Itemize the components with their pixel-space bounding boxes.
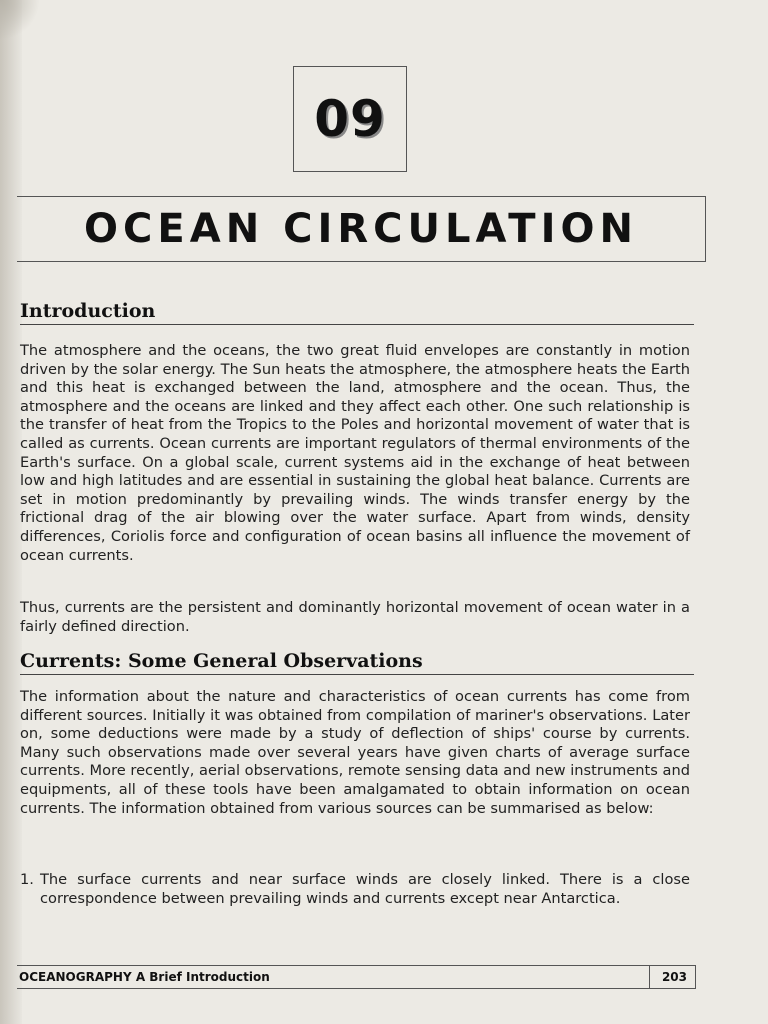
list-item <box>20 871 690 908</box>
chapter-title: OCEAN CIRCULATION <box>84 206 638 252</box>
list-item-number: 1. <box>20 871 34 888</box>
introduction-paragraph-1: The atmosphere and the oceans, the two great fluid envelopes are constantly in motion driven by the solar energy. The Sun heats the atmosphere, the atmosphere heats the Earth and this heat is exchanged between the land, atmosphere and the ocean. Thus, the atmosphere and the oceans are linked and they affect each other. One such relationship is the transfer of heat from the Tropics to the Poles and horizontal movement of water that is called as currents. Ocean currents are important regulators of thermal environments of the Earth's surface. On a global scale, current systems aid in the exchange of heat between low and high latitudes and are essential in sustaining the global heat balance. Currents are set in motion predominantly by prevailing winds. The winds transfer energy by the frictional drag of the air blowing over the water surface. Apart from winds, density differences, Coriolis force and configuration of ocean basins all influence the movement of ocean currents. <box>20 342 690 564</box>
section-heading-currents: Currents: Some General Observations <box>20 650 694 675</box>
chapter-number-box <box>293 66 407 172</box>
footer-page-number: 203 <box>649 966 695 988</box>
page-corner-shadow <box>0 0 40 40</box>
introduction-paragraph-2: Thus, currents are the persistent and dominantly horizontal movement of ocean water in a fairly defined direction. <box>20 599 690 635</box>
page-binding-shadow <box>0 0 22 1024</box>
currents-paragraph: The information about the nature and characteristics of ocean currents has come from different sources. Initially it was obtained from compilation of mariner's observations. Later on, some deductions were made by a study of deflection of ships' course by currents. Many such observations made over several years have given charts of average surface currents. More recently, aerial observations, remote sensing data and new instruments and equipments, all of these tools have been amalgamated to obtain information on ocean currents. The information obtained from various sources can be summarised as below: <box>20 688 690 817</box>
footer-book-title: OCEANOGRAPHY A Brief Introduction <box>19 970 270 984</box>
chapter-title-band <box>17 196 706 262</box>
chapter-number: 09 <box>314 90 386 148</box>
list-item-text: The surface currents and near surface winds are closely linked. There is a close correspondence between prevailing winds and currents except near Antarctica. <box>40 871 690 907</box>
section-heading-introduction: Introduction <box>20 300 694 325</box>
page-footer <box>17 965 696 989</box>
